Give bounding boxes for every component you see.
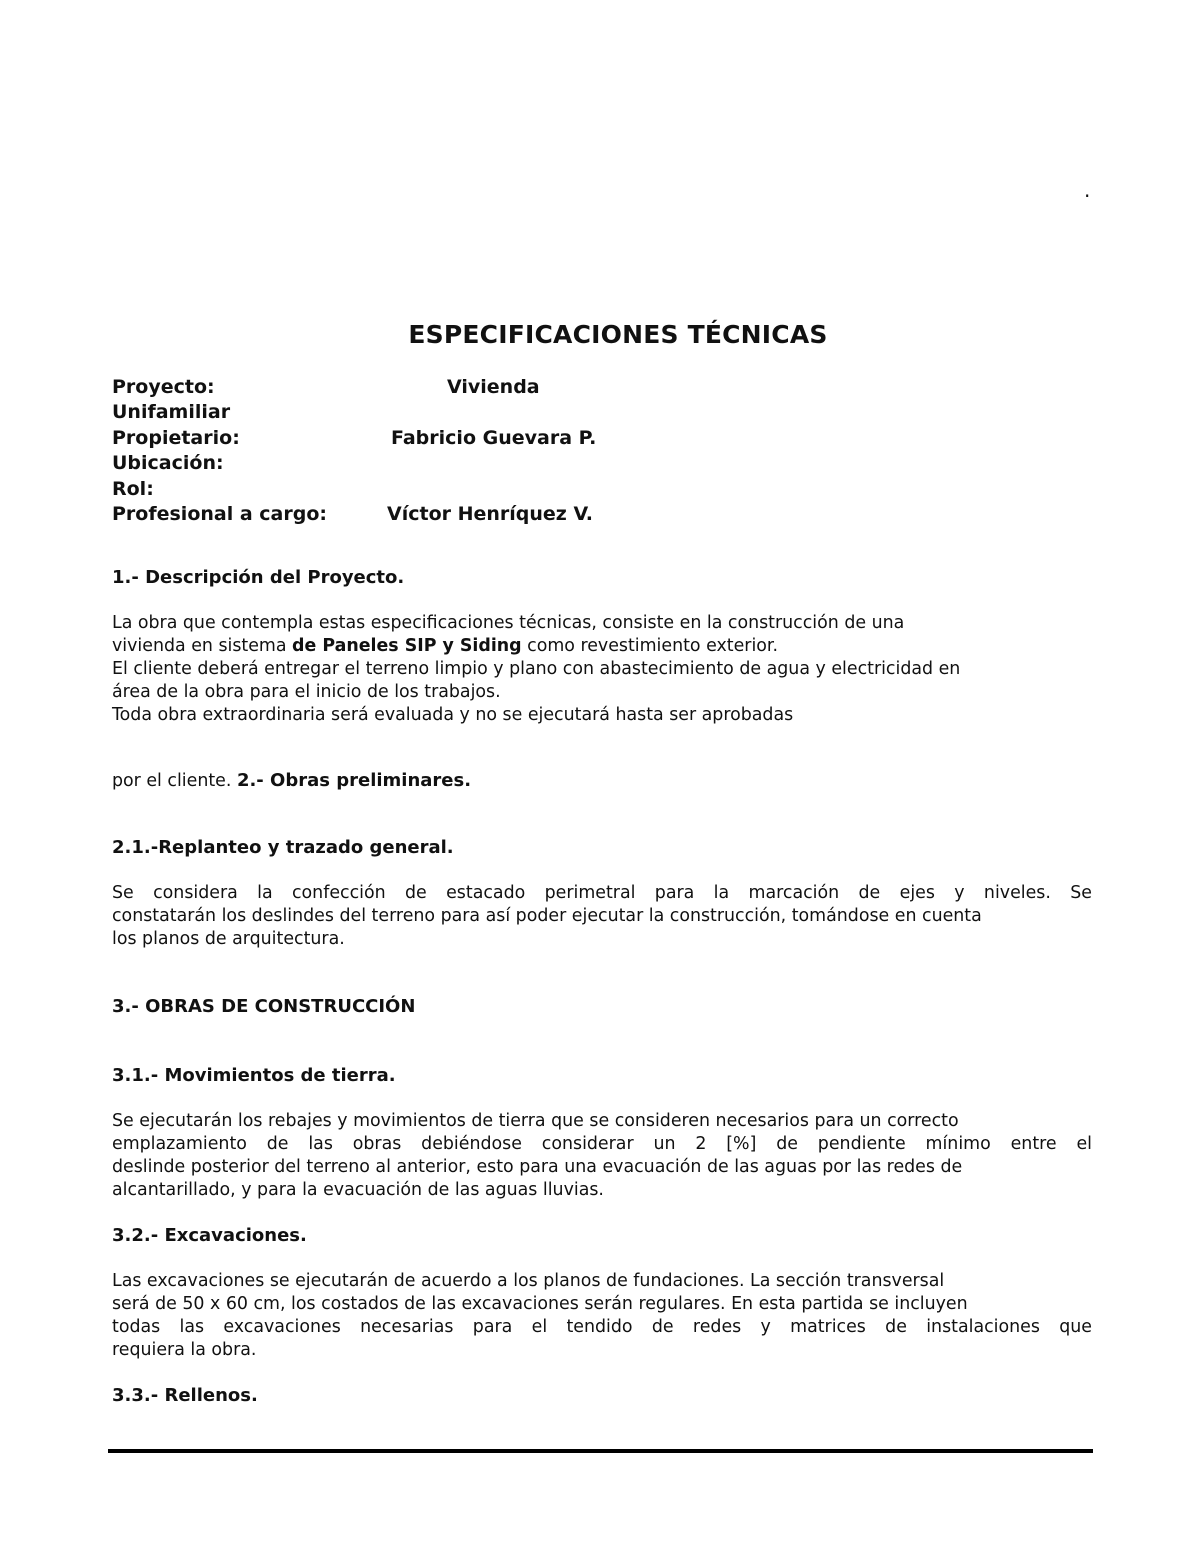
propietario-value: Fabricio Guevara P.	[391, 427, 597, 449]
section-2-1-paragraph	[112, 882, 1092, 951]
text-line: área de la obra para el inicio de los trabajos.	[112, 682, 501, 702]
text-line	[112, 635, 1092, 658]
section-3-heading: 3.- OBRAS DE CONSTRUCCIÓN	[112, 996, 416, 1017]
proyecto-value-continued: Unifamiliar	[112, 401, 231, 423]
text-line: Las excavaciones se ejecutarán de acuerdo a los planos de fundaciones. La sección transversal	[112, 1271, 945, 1291]
rol-label: Rol:	[112, 478, 154, 500]
proyecto-label: Proyecto:	[112, 376, 215, 398]
propietario-label: Propietario:	[112, 427, 240, 449]
section-3-2-heading: 3.2.- Excavaciones.	[112, 1225, 307, 1246]
text-line: será de 50 x 60 cm, los costados de las excavaciones serán regulares. En esta partida se incluyen	[112, 1294, 968, 1314]
text-line: emplazamiento de las obras debiéndose considerar un 2 [%] de pendiente mínimo entre el	[112, 1134, 1092, 1154]
text-line: los planos de arquitectura.	[112, 929, 345, 949]
page-title: ESPECIFICACIONES TÉCNICAS	[408, 320, 828, 349]
text-line: todas las excavaciones necesarias para el tendido de redes y matrices de instalaciones que	[112, 1317, 1092, 1337]
text-line: constatarán los deslindes del terreno para así poder ejecutar la construcción, tomándose en cuenta	[112, 906, 982, 926]
top-mark: .	[1084, 178, 1091, 202]
section-3-1-heading: 3.1.- Movimientos de tierra.	[112, 1065, 396, 1086]
text-line: La obra que contempla estas especificaciones técnicas, consiste en la construcción de una	[112, 613, 905, 633]
text-line: alcantarillado, y para la evacuación de las aguas lluvias.	[112, 1180, 604, 1200]
text-line: deslinde posterior del terreno al anterior, esto para una evacuación de las aguas por las redes de	[112, 1157, 963, 1177]
section-3-3-heading: 3.3.- Rellenos.	[112, 1385, 258, 1406]
text-run: como revestimiento exterior.	[521, 636, 779, 656]
text-line: requiera la obra.	[112, 1340, 257, 1360]
bold-text-run: de Paneles SIP y Siding	[292, 636, 522, 656]
text-line: Se considera la confección de estacado perimetral para la marcación de ejes y niveles. Se	[112, 883, 1092, 903]
text-line: Se ejecutarán los rebajes y movimientos de tierra que se consideren necesarios para un correcto	[112, 1111, 959, 1131]
section-1-heading: 1.- Descripción del Proyecto.	[112, 567, 405, 588]
page-bottom-rule	[108, 1449, 1093, 1453]
text-run: vivienda en sistema	[112, 636, 293, 656]
text-line: El cliente deberá entregar el terreno limpio y plano con abastecimiento de agua y electricidad en	[112, 659, 961, 679]
section-1-paragraph	[112, 612, 1092, 727]
text-line: Toda obra extraordinaria será evaluada y no se ejecutará hasta ser aprobadas	[112, 705, 794, 725]
text-run: por el cliente.	[112, 771, 237, 791]
profesional-value: Víctor Henríquez V.	[387, 503, 593, 525]
section-3-1-paragraph	[112, 1110, 1092, 1202]
section-3-2-paragraph	[112, 1270, 1092, 1362]
section-2-1-heading: 2.1.-Replanteo y trazado general.	[112, 837, 454, 858]
profesional-label: Profesional a cargo:	[112, 503, 327, 525]
proyecto-value: Vivienda	[447, 376, 540, 398]
section-2-heading-line	[112, 769, 1092, 793]
section-2-heading: 2.- Obras preliminares.	[236, 770, 472, 791]
ubicacion-label: Ubicación:	[112, 452, 224, 474]
